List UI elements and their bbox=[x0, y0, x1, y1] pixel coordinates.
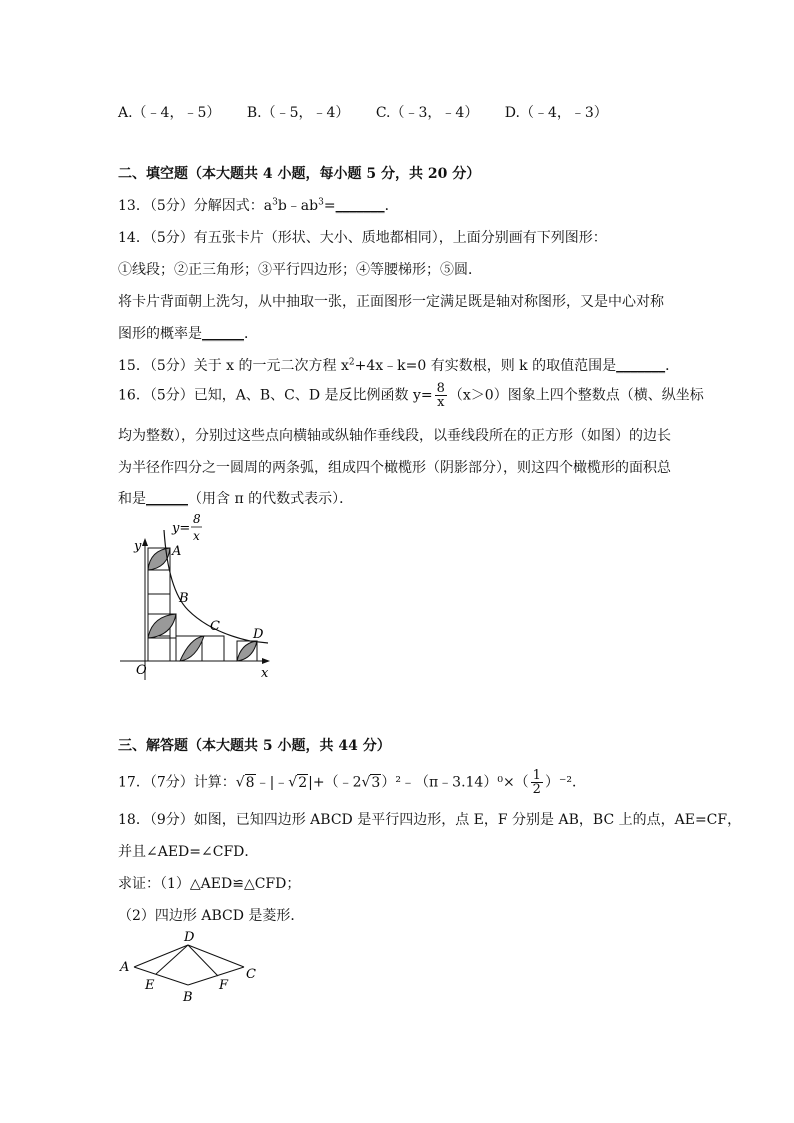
q18-line1: 18．（9分）如图，已知四边形 ABCD 是平行四边形，点 E，F 分别是 AB，BC 上的点，AE=CF， bbox=[118, 812, 742, 828]
q14-line1: 14．（5分）有五张卡片（形状、大小、质地都相同），上面分别画有下列图形： bbox=[118, 230, 607, 246]
option-d: D.（﹣4，﹣3） bbox=[504, 105, 608, 121]
option-c: C.（﹣3，﹣4） bbox=[375, 105, 479, 121]
q16-line1: 16．（5分）已知，A、B、C、D 是反比例函数 y= $\frac{8}{x}$ （x＞0）图象上四个整数点（横、纵坐标 bbox=[118, 381, 704, 410]
lens-b bbox=[148, 614, 176, 638]
q16-fraction: $\frac{8}{x}$ bbox=[436, 381, 445, 410]
q15-blank: _______ bbox=[616, 358, 666, 374]
segment-df bbox=[188, 945, 218, 976]
label-eq-den: x bbox=[193, 529, 200, 543]
q14-line3: 将卡片背面朝上洗匀，从中抽取一张，正面图形一定满足既是轴对称图形，又是中心对称 bbox=[118, 294, 664, 310]
q15: 15．（5分）关于 x 的一元二次方程 $x^2+4x﹣k=0$ 有实数根，则 k 的取值范围是_______． bbox=[118, 357, 680, 374]
q16-line4: 和是______（用含 π 的代数式表示）． bbox=[118, 491, 354, 507]
q16-line2: 均为整数），分别过这些点向横轴或纵轴作垂线段，以垂线段所在的正方形（如图）的边长 bbox=[118, 428, 671, 444]
grid-squares bbox=[148, 548, 257, 661]
q17-fraction: $\frac{1}{2}$ bbox=[532, 768, 541, 797]
segment-de bbox=[156, 945, 188, 974]
label-c: C bbox=[246, 967, 256, 982]
label-o: O bbox=[136, 663, 147, 678]
option-b: B.（﹣5，﹣4） bbox=[246, 105, 350, 121]
side-dc bbox=[188, 945, 244, 967]
label-c: C bbox=[210, 619, 220, 634]
q14-blank: ______ bbox=[202, 326, 244, 342]
x-arrow bbox=[262, 658, 270, 664]
q17: 17．（7分）计算：√8﹣|﹣√2|+（﹣2√3）²﹣（π﹣3.14）⁰×（ $\frac{1}{2}$ ）⁻²． bbox=[118, 768, 586, 797]
label-y: y bbox=[134, 539, 142, 554]
y-arrow bbox=[142, 538, 148, 546]
lens-d bbox=[237, 641, 257, 661]
section3-heading: 三、解答题（本大题共 5 小题，共 44 分） bbox=[118, 738, 391, 754]
q14-line2: ①线段；②正三角形；③平行四边形；④等腰梯形；⑤圆． bbox=[118, 262, 482, 278]
option-a: A.（﹣4，﹣5） bbox=[118, 105, 221, 121]
q18-line4: （2）四边形 ABCD 是菱形． bbox=[118, 908, 305, 924]
side-bc bbox=[188, 967, 244, 985]
label-b: B bbox=[179, 591, 189, 606]
q13: 13．（5分）分解因式：$a^3b﹣ab^3=\_\_\_\_\_\_\_$． bbox=[118, 197, 399, 214]
label-eq-y: y= bbox=[172, 521, 191, 536]
label-f: F bbox=[219, 978, 229, 993]
label-d: D bbox=[253, 627, 264, 642]
q13-blank: _______ bbox=[335, 198, 385, 214]
label-a: A bbox=[172, 544, 182, 559]
q18-line2: 并且∠AED=∠CFD． bbox=[118, 844, 259, 860]
label-e: E bbox=[145, 978, 155, 993]
lens-c bbox=[180, 636, 204, 661]
label-eq-num: 8 bbox=[193, 512, 201, 526]
figure-q16 bbox=[110, 510, 280, 685]
label-b: B bbox=[183, 990, 193, 1005]
q16-line3: 为半径作四分之一圆周的两条弧，组成四个橄榄形（阴影部分），则这四个橄榄形的面积总 bbox=[118, 460, 671, 476]
label-d: D bbox=[184, 930, 195, 945]
side-ad bbox=[134, 945, 188, 967]
q14-line4: 图形的概率是______． bbox=[118, 326, 258, 342]
section2-heading: 二、填空题（本大题共 4 小题，每小题 5 分，共 20 分） bbox=[118, 166, 481, 182]
q12-options bbox=[118, 104, 630, 122]
q18-line3: 求证：（1）△AED≌△CFD； bbox=[118, 876, 301, 892]
label-a: A bbox=[120, 960, 130, 975]
figure-q18 bbox=[112, 928, 272, 1008]
q16-blank: ______ bbox=[146, 491, 188, 507]
label-x: x bbox=[261, 666, 269, 681]
